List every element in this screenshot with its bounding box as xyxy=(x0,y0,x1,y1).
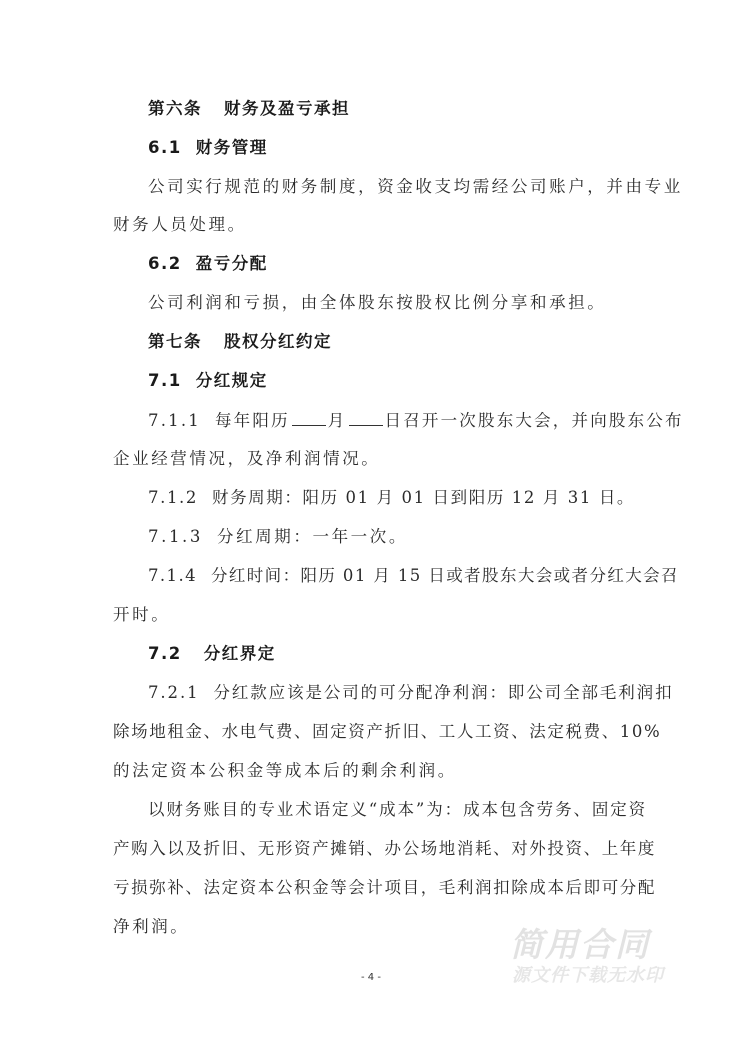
section-6-2-number: 6.2 xyxy=(148,254,182,273)
clause-7-1-3-text: 分红周期：一年一次。 xyxy=(216,527,408,546)
article-7-heading xyxy=(148,331,629,353)
clause-7-2-1-text: 分红款应该是公司的可分配净利润：即公司全部毛利润扣 xyxy=(213,683,674,702)
section-6-1-body-line-1: 公司实行规范的财务制度，资金收支均需经公司账户，并由专业 xyxy=(148,177,683,196)
section-7-2-title: 分红界定 xyxy=(203,644,276,663)
clause-7-1-1-text-b: 月 xyxy=(327,411,347,430)
clause-7-1-3 xyxy=(148,526,629,548)
clause-7-1-2 xyxy=(148,487,636,509)
month-blank-field[interactable] xyxy=(292,409,326,426)
clause-7-1-4-line-1 xyxy=(148,565,679,587)
clause-7-1-1-line-2: 企业经营情况，及净利润情况。 xyxy=(113,449,381,468)
section-7-2-heading xyxy=(148,643,629,665)
article-6-heading xyxy=(148,98,629,120)
article-7-number: 第七条 xyxy=(148,332,202,351)
day-blank-field[interactable] xyxy=(349,409,383,426)
clause-7-2-1-line-2: 除场地租金、水电气费、固定资产折旧、工人工资、法定税费、10% xyxy=(113,722,662,741)
watermark-logo: 简用合同 xyxy=(510,925,650,964)
section-6-1-body-line-2: 财务人员处理。 xyxy=(113,215,247,234)
section-7-1-title: 分红规定 xyxy=(195,371,268,390)
section-7-1-heading xyxy=(148,370,629,392)
clause-7-1-4-line-2: 开时。 xyxy=(113,605,171,624)
watermark-caption: 源文件下载无水印 xyxy=(512,965,664,986)
clause-7-1-2-text: 财务周期：阳历 01 月 01 日到阳历 12 月 31 日。 xyxy=(211,488,636,507)
section-6-2-heading xyxy=(148,253,629,275)
article-7-title: 股权分红约定 xyxy=(224,332,332,351)
section-6-2-title: 盈亏分配 xyxy=(195,254,268,273)
clause-7-1-1-text-c: 日召开一次股东大会，并向股东公布 xyxy=(384,411,684,430)
clause-7-1-2-number: 7.1.2 xyxy=(148,488,198,507)
clause-7-2-1-number: 7.2.1 xyxy=(148,683,200,702)
cost-definition-line-2: 产购入以及折旧、无形资产摊销、办公场地消耗、对外投资、上年度 xyxy=(113,839,656,858)
clause-7-2-1-line-3: 的法定资本公积金等成本后的剩余利润。 xyxy=(113,761,457,780)
section-6-2-body: 公司利润和亏损，由全体股东按股权比例分享和承担。 xyxy=(148,293,607,312)
page-number: - 4 - xyxy=(361,972,381,983)
clause-7-1-4-text: 分红时间：阳历 01 月 15 日或者股东大会或者分红大会召 xyxy=(210,566,679,585)
cost-definition-line-4: 净利润。 xyxy=(113,917,190,936)
section-7-2-number: 7.2 xyxy=(148,644,182,663)
section-6-1-heading xyxy=(148,137,629,159)
article-6-title: 财务及盈亏承担 xyxy=(224,99,350,118)
section-7-1-number: 7.1 xyxy=(148,371,182,390)
clause-7-2-1-line-1 xyxy=(148,682,674,704)
section-6-1-title: 财务管理 xyxy=(195,138,268,157)
article-6-number: 第六条 xyxy=(148,99,202,118)
cost-definition-line-1: 以财务账目的专业术语定义“成本”为：成本包含劳务、固定资 xyxy=(148,800,648,819)
cost-definition-line-3: 亏损弥补、法定资本公积金等会计项目，毛利润扣除成本后即可分配 xyxy=(113,878,656,897)
clause-7-1-1-line-1 xyxy=(148,409,684,432)
clause-7-1-1-number: 7.1.1 xyxy=(148,411,201,430)
section-6-1-number: 6.1 xyxy=(148,138,182,157)
clause-7-1-4-number: 7.1.4 xyxy=(148,566,197,585)
clause-7-1-3-number: 7.1.3 xyxy=(148,527,203,546)
clause-7-1-1-text-a: 每年阳历 xyxy=(214,411,290,430)
